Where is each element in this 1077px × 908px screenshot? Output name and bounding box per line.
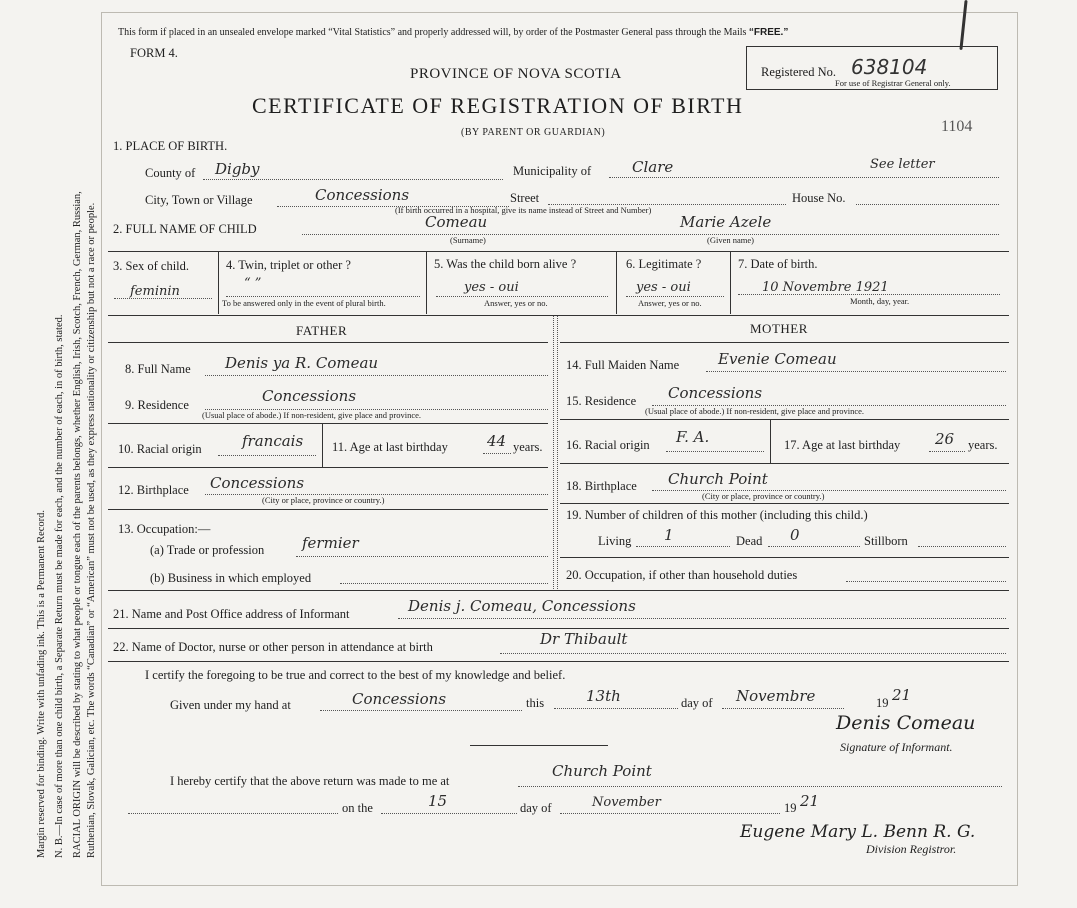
margin-binding-text: Margin reserved for binding. Write with unfading ink. This is a Permanent Record. xyxy=(36,509,47,858)
certify-separator xyxy=(470,745,608,746)
corner-mark: 1104 xyxy=(941,118,973,135)
alive-value: yes - oui xyxy=(464,280,519,295)
father-age-label: 11. Age at last birthday xyxy=(332,440,448,454)
registrar-place-line xyxy=(518,786,1002,787)
certificate-subtitle: (BY PARENT OR GUARDIAN) xyxy=(461,127,606,138)
informant-signature-caption: Signature of Informant. xyxy=(840,740,953,754)
father-racial-line xyxy=(218,455,316,456)
twin-value: “ ” xyxy=(244,276,262,291)
father-name-value: Denis ya R. Comeau xyxy=(225,354,379,372)
given-under-label: Given under my hand at xyxy=(170,698,291,712)
mother-racial-label: 16. Racial origin xyxy=(566,438,650,452)
postal-notice-free: “FREE.” xyxy=(748,27,789,38)
informant-signature: Denis Comeau xyxy=(836,712,976,734)
doctor-bottom-rule xyxy=(108,661,1009,662)
child-surname-caption: (Surname) xyxy=(450,235,486,245)
mother-age-value: 26 xyxy=(935,430,955,448)
mother-age-label: 17. Age at last birthday xyxy=(784,438,901,452)
mother-maiden-line xyxy=(706,371,1006,372)
postal-notice xyxy=(118,27,788,38)
reg-month-value: November xyxy=(592,795,661,810)
month-value: Novembre xyxy=(736,687,816,705)
year-prefix: 19 xyxy=(876,696,889,710)
father-racial-value: francais xyxy=(242,432,304,450)
doctor-line xyxy=(500,653,1006,654)
registrar-caption: Division Registror. xyxy=(866,842,957,856)
certificate-title: CERTIFICATE OF REGISTRATION OF BIRTH xyxy=(252,93,744,118)
child-name-label: 2. FULL NAME OF CHILD xyxy=(113,222,257,236)
twin-note: To be answered only in the event of plural birth. xyxy=(222,298,386,308)
mother-heading-rule xyxy=(560,342,1009,343)
father-racial-label: 10. Racial origin xyxy=(118,442,202,456)
margin-racial-origin-note-cont: Ruthenian, Slovak, Galician, etc. The words “Canadian” or “American” must not be used, as they express nationality or citizenship but not a race or people. xyxy=(86,202,97,858)
father-racial-bottom-rule xyxy=(108,467,548,468)
legitimate-note: Answer, yes or no. xyxy=(638,298,702,308)
mother-occupation-label: 20. Occupation, if other than household duties xyxy=(566,568,798,582)
certify-statement: I certify the foregoing to be true and correct to the best of my knowledge and belief. xyxy=(145,668,566,682)
father-trade-line xyxy=(296,556,548,557)
month-line xyxy=(722,708,844,709)
city-value: Concessions xyxy=(315,186,410,204)
mother-children-label: 19. Number of children of this mother (including this child.) xyxy=(566,508,868,522)
divider-5-6 xyxy=(616,252,617,314)
dead-label: Dead xyxy=(736,534,763,548)
house-label: House No. xyxy=(792,191,846,205)
registrar-leading-line xyxy=(128,813,338,814)
registrar-statement: I hereby certify that the above return was made to me at xyxy=(170,774,450,788)
municipality-value: Clare xyxy=(632,158,674,176)
reg-day-value: 15 xyxy=(428,792,448,810)
given-place-line xyxy=(320,710,522,711)
see-letter-note: See letter xyxy=(870,157,935,172)
father-age-value: 44 xyxy=(487,432,507,450)
alive-note: Answer, yes or no. xyxy=(484,298,548,308)
father-birthplace-bottom-rule xyxy=(108,509,548,510)
mother-age-years: years. xyxy=(968,438,998,452)
father-racial-divider xyxy=(322,424,323,468)
parents-bottom-rule xyxy=(108,590,1009,591)
doctor-label: 22. Name of Doctor, nurse or other person in attendance at birth xyxy=(113,640,433,654)
mother-occupation-line xyxy=(846,581,1006,582)
mother-children-bottom-rule xyxy=(560,557,1009,558)
father-business-label: (b) Business in which employed xyxy=(150,571,312,585)
doctor-value: Dr Thibault xyxy=(540,630,628,648)
divider-3-4 xyxy=(218,252,219,314)
street-label: Street xyxy=(510,191,540,205)
postal-notice-text: This form if placed in an unsealed envelope marked “Vital Statistics” and properly addressed will, by order of the Postmaster General pass through the Mails xyxy=(118,27,747,38)
date-of-birth-note: Month, day, year. xyxy=(850,296,910,306)
date-of-birth-line xyxy=(738,294,1000,295)
hospital-note: (If birth occurred in a hospital, give its name instead of Street and Number) xyxy=(395,205,652,215)
day-line xyxy=(554,708,678,709)
father-age-line xyxy=(483,453,511,454)
child-given-value: Marie Azele xyxy=(680,213,772,231)
mother-birthplace-value: Church Point xyxy=(668,470,768,488)
registered-label: Registered No. xyxy=(761,65,836,79)
reg-day-line xyxy=(381,813,517,814)
sex-label: 3. Sex of child. xyxy=(113,259,190,273)
legitimate-line xyxy=(626,296,724,297)
father-residence-value: Concessions xyxy=(262,387,357,405)
mother-birthplace-label: 18. Birthplace xyxy=(566,479,637,493)
mother-birthplace-note: (City or place, province or country.) xyxy=(702,491,825,501)
father-racial-top-rule xyxy=(108,423,548,424)
sex-value: feminin xyxy=(130,284,180,299)
this-label: this xyxy=(526,696,545,710)
legitimate-label: 6. Legitimate ? xyxy=(626,257,702,271)
mother-residence-note: (Usual place of abode.) If non-resident, give place and province. xyxy=(645,406,865,416)
twin-label: 4. Twin, triplet or other ? xyxy=(226,258,351,272)
county-value: Digby xyxy=(215,160,260,178)
father-name-line xyxy=(205,375,548,376)
mother-residence-value: Concessions xyxy=(668,384,763,402)
divider-4-5 xyxy=(426,252,427,314)
informant-line xyxy=(398,618,1006,619)
mother-racial-bottom-rule xyxy=(560,463,1009,464)
mother-maiden-value: Evenie Comeau xyxy=(718,350,837,368)
legitimate-value: yes - oui xyxy=(636,280,691,295)
place-of-birth-heading: 1. PLACE OF BIRTH. xyxy=(113,139,228,153)
registrar-place-value: Church Point xyxy=(552,762,652,780)
informant-bottom-rule xyxy=(108,628,1009,629)
day-of-label: day of xyxy=(681,696,713,710)
year-value: 21 xyxy=(892,686,912,704)
parents-center-divider-2 xyxy=(557,316,558,591)
county-label: County of xyxy=(145,166,196,180)
child-given-caption: (Given name) xyxy=(707,235,754,245)
mother-heading: MOTHER xyxy=(750,321,808,336)
reg-year-prefix: 19 xyxy=(784,801,797,815)
child-name-line xyxy=(302,234,999,235)
city-label: City, Town or Village xyxy=(145,193,253,207)
father-birthplace-value: Concessions xyxy=(210,474,305,492)
county-line xyxy=(203,179,503,180)
form-number: FORM 4. xyxy=(130,46,178,60)
alive-label: 5. Was the child born alive ? xyxy=(434,257,577,271)
reg-day-of-label: day of xyxy=(520,801,552,815)
mother-maiden-label: 14. Full Maiden Name xyxy=(566,358,680,372)
on-the-label: on the xyxy=(342,801,373,815)
day-value: 13th xyxy=(586,687,621,705)
municipality-label: Municipality of xyxy=(513,164,592,178)
informant-value: Denis j. Comeau, Concessions xyxy=(408,597,636,615)
row-3-7-top-rule xyxy=(108,251,1009,252)
father-heading-rule xyxy=(108,342,548,343)
date-of-birth-label: 7. Date of birth. xyxy=(738,257,818,271)
mother-age-line xyxy=(929,451,965,452)
living-value: 1 xyxy=(664,526,674,544)
province-heading: PROVINCE OF NOVA SCOTIA xyxy=(410,66,622,82)
father-age-years: years. xyxy=(513,440,543,454)
given-place-value: Concessions xyxy=(352,690,447,708)
stillborn-line xyxy=(918,546,1006,547)
margin-multiple-birth-note: N. B.—In case of more than one child birth, a Separate Return must be made for each, and the number of each, in of birth, stated. xyxy=(54,314,65,858)
mother-residence-label: 15. Residence xyxy=(566,394,637,408)
reg-month-line xyxy=(560,813,780,814)
father-trade-value: fermier xyxy=(302,534,359,552)
father-birthplace-label: 12. Birthplace xyxy=(118,483,189,497)
father-birthplace-note: (City or place, province or country.) xyxy=(262,495,385,505)
living-label: Living xyxy=(598,534,632,548)
father-heading: FATHER xyxy=(296,323,348,338)
margin-racial-origin-note: RACIAL ORIGIN will be described by stating to what people or tongue each of the parents belongs, whether English, Irish, Scotch, French, German, Russian, xyxy=(72,191,83,858)
father-name-label: 8. Full Name xyxy=(125,362,191,376)
mother-birthplace-bottom-rule xyxy=(560,503,1009,504)
alive-line xyxy=(436,296,608,297)
registrar-signature: Eugene Mary L. Benn R. G. xyxy=(740,822,976,842)
registered-number: 638104 xyxy=(851,55,928,79)
living-line xyxy=(636,546,730,547)
child-surname-value: Comeau xyxy=(425,213,488,231)
twin-line xyxy=(226,296,420,297)
reg-year-value: 21 xyxy=(800,792,820,810)
mother-racial-divider xyxy=(770,420,771,464)
mother-racial-line xyxy=(666,451,764,452)
father-residence-note: (Usual place of abode.) If non-resident, give place and province. xyxy=(202,410,422,420)
sex-line xyxy=(114,298,212,299)
dead-line xyxy=(768,546,860,547)
parents-top-rule xyxy=(108,315,1009,316)
divider-6-7 xyxy=(730,252,731,314)
father-residence-label: 9. Residence xyxy=(125,398,189,412)
registered-note: For use of Registrar General only. xyxy=(835,78,951,88)
stillborn-label: Stillborn xyxy=(864,534,908,548)
mother-racial-value: F. A. xyxy=(676,428,710,446)
mother-racial-top-rule xyxy=(560,419,1009,420)
date-of-birth-value: 10 Novembre 1921 xyxy=(762,280,889,295)
registered-box xyxy=(746,46,998,90)
informant-label: 21. Name and Post Office address of Informant xyxy=(113,607,350,621)
father-occupation-label: 13. Occupation:— xyxy=(118,522,211,536)
father-business-line xyxy=(340,583,548,584)
parents-center-divider xyxy=(553,316,554,591)
house-line xyxy=(856,204,999,205)
municipality-line xyxy=(609,177,999,178)
dead-value: 0 xyxy=(790,526,800,544)
father-trade-label: (a) Trade or profession xyxy=(150,543,265,557)
